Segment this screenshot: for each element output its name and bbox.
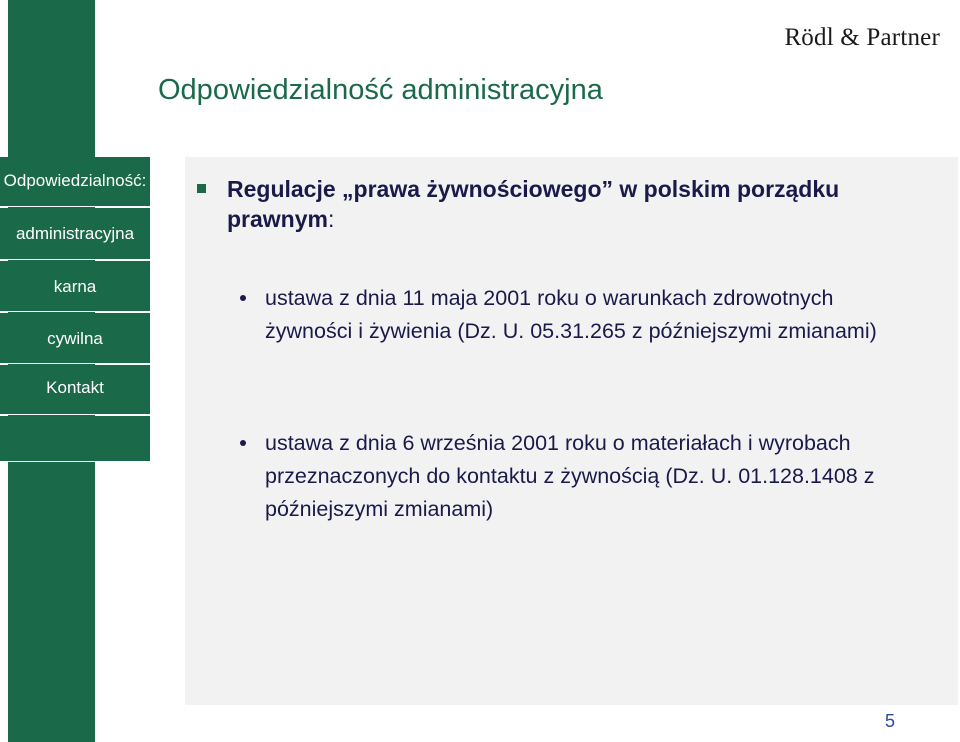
heading-text: Regulacje „prawa żywnościowego” w polskim porządku prawnym (227, 176, 840, 232)
page-title: Odpowiedzialność administracyjna (158, 74, 603, 106)
nav-item-label: administracyjna (15, 224, 135, 243)
section-heading (197, 174, 897, 234)
nav-item-cywilna[interactable] (0, 313, 150, 364)
bullet-dot-icon (240, 440, 246, 446)
nav-item-administracyjna[interactable] (0, 208, 150, 260)
square-bullet-icon (197, 184, 206, 193)
nav-item-label: Kontakt (46, 378, 104, 397)
list-item (240, 427, 920, 526)
nav-item-label: karna (53, 277, 97, 296)
list-item (240, 282, 920, 348)
nav-item-kontakt[interactable] (0, 365, 150, 415)
nav-item-empty (0, 416, 150, 462)
bullet-dot-icon (240, 295, 246, 301)
nav-item-karna[interactable] (0, 261, 150, 312)
list-item-text: ustawa z dnia 11 maja 2001 roku o warunkach zdrowotnych żywności i żywienia (Dz. U. 05.31.265 z późniejszymi zmianami) (265, 286, 877, 343)
nav-item-odpowiedzialnosc[interactable] (0, 157, 150, 207)
list-item-text: ustawa z dnia 6 września 2001 roku o materiałach i wyrobach przeznaczonych do kontaktu z żywnością (Dz. U. 01.128.1408 z późniejszymi zmianami) (265, 431, 875, 521)
nav-item-label: cywilna (47, 329, 103, 348)
page-number: 5 (884, 711, 895, 731)
nav-item-label: Odpowiedzialność: (3, 171, 147, 190)
brand-logo: Rödl & Partner (784, 24, 940, 51)
heading-colon: : (327, 206, 335, 232)
